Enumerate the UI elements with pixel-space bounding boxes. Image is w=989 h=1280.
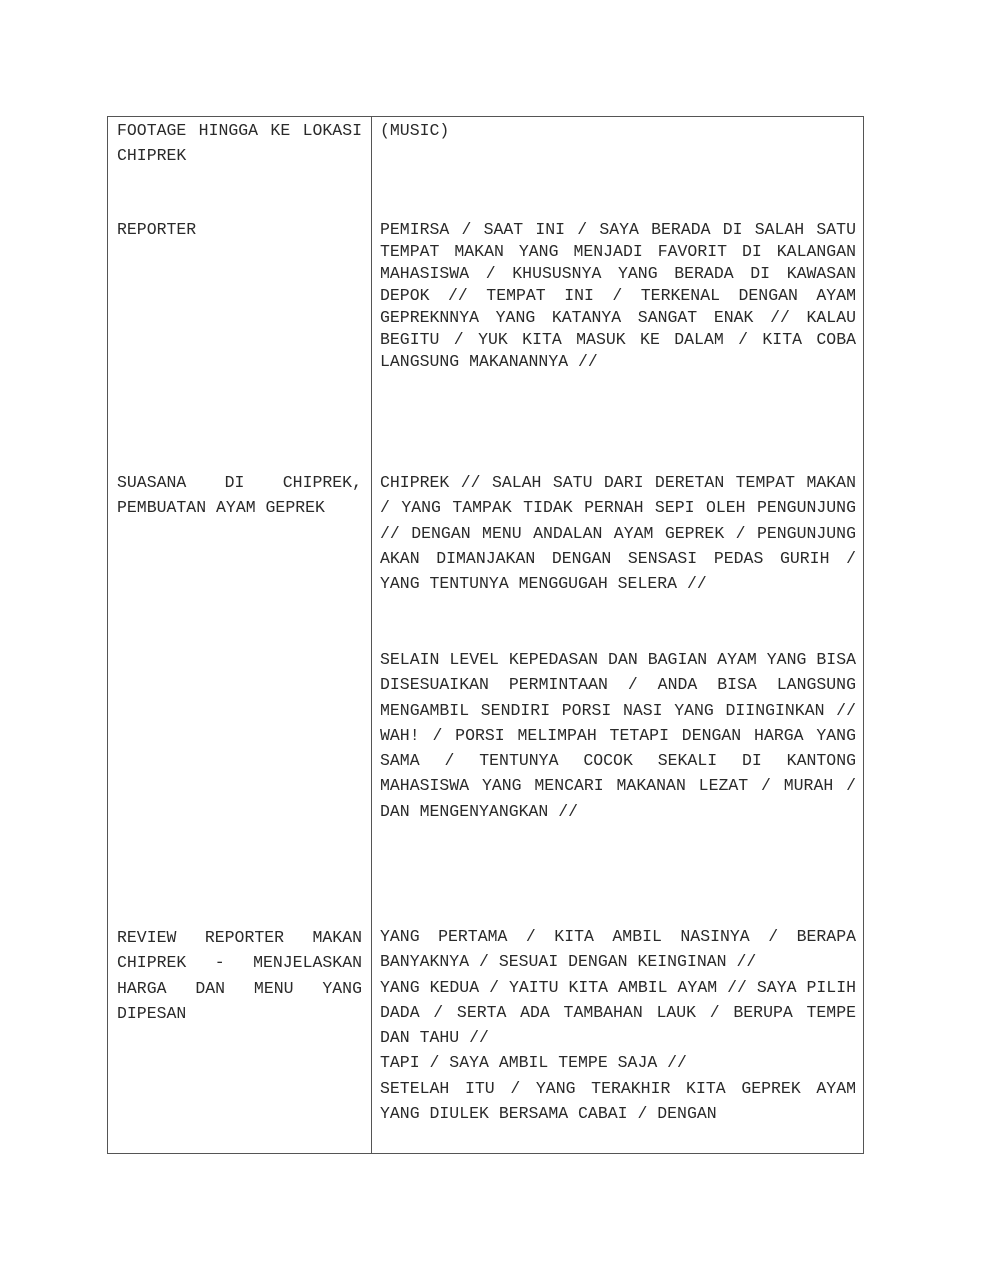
audio-line-review-3: TAPI / SAYA AMBIL TEMPE SAJA //	[380, 1053, 687, 1073]
audio-cell-reporter-intro: PEMIRSA / SAAT INI / SAYA BERADA DI SALAH SATU TEMPAT MAKAN YANG MENJADI FAVORIT DI KALANGAN MAHASISWA / KHUSUSNYA YANG BERADA DI KAWASAN DEPOK // TEMPAT INI / TERKENAL DENGAN AYAM GEPREKNNYA YANG KATANYA SANGAT ENAK // KALAU BEGITU / YUK KITA MASUK KE DALAM / KITA COBA LANGSUNG MAKANANNYA //	[380, 220, 856, 371]
column-divider	[371, 117, 372, 1153]
visual-cell-reporter: REPORTER	[117, 220, 197, 239]
visual-cell-footage: FOOTAGE HINGGA KE LOKASI CHIPREK	[117, 121, 362, 166]
audio-cell-review	[380, 924, 856, 1126]
audio-line-review-2: YANG KEDUA / YAITU KITA AMBIL AYAM // SAYA PILIH DADA / SERTA ADA TAMBAHAN LAUK / BERUPA TEMPE DAN TAHU //	[380, 977, 856, 1048]
script-table	[107, 116, 864, 1154]
audio-line-review-4: SETELAH ITU / YANG TERAKHIR KITA GEPREK AYAM YANG DIULEK BERSAMA CABAI / DENGAN	[380, 1078, 856, 1124]
visual-cell-suasana: SUASANA DI CHIPREK, PEMBUATAN AYAM GEPREK	[117, 473, 362, 518]
audio-cell-suasana-2: SELAIN LEVEL KEPEDASAN DAN BAGIAN AYAM YANG BISA DISESUAIKAN PERMINTAAN / ANDA BISA LANGSUNG MENGAMBIL SENDIRI PORSI NASI YANG DIINGINKAN // WAH! / PORSI MELIMPAH TETAPI DENGAN HARGA YANG SAMA / TENTUNYA COCOK SEKALI DI KANTONG MAHASISWA YANG MENCARI MAKANAN LEZAT / MURAH / DAN MENGENYANGKAN //	[380, 650, 856, 821]
audio-line-review-1: YANG PERTAMA / KITA AMBIL NASINYA / BERAPA BANYAKNYA / SESUAI DENGAN KEINGINAN //	[380, 927, 856, 972]
audio-cell-music: (MUSIC)	[380, 121, 450, 140]
visual-cell-review: REVIEW REPORTER MAKAN CHIPREK - MENJELASKAN HARGA DAN MENU YANG DIPESAN	[117, 928, 362, 1023]
audio-cell-suasana-1: CHIPREK // SALAH SATU DARI DERETAN TEMPAT MAKAN / YANG TAMPAK TIDAK PERNAH SEPI OLEH PENGUNJUNG // DENGAN MENU ANDALAN AYAM GEPREK / PENGUNJUNG AKAN DIMANJAKAN DENGAN SENSASI PEDAS GURIH / YANG TENTUNYA MENGGUGAH SELERA //	[380, 473, 856, 594]
